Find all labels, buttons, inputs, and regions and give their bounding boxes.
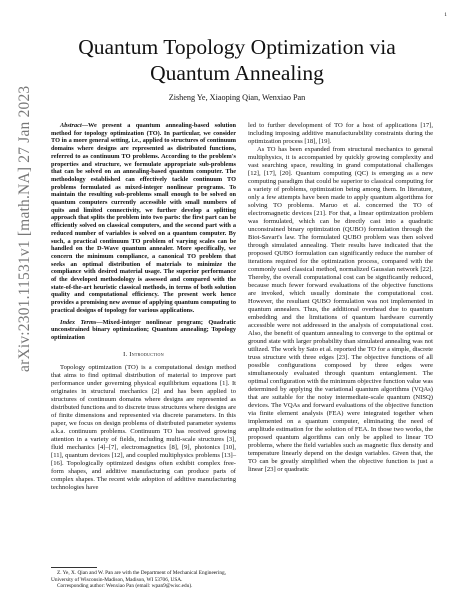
abstract xyxy=(51,122,236,315)
page-number: 1 xyxy=(444,12,447,18)
index-terms-text: —Mixed-integer nonlinear program; Quadratic unconstrained binary optimization; Quantum annealing; Topology optimization xyxy=(51,318,236,341)
footnote-corresponding-author: Corresponding author: Wenxiao Pan (email: wpan9@wisc.edu). xyxy=(57,583,193,589)
intro-paragraph-2: As TO has been expanded from structural mechanics to general multiphysics, it is accompanied by quickly growing complexity and vast searching space, resulting in grand computational challenges [12], [17], [20]. Quantum computing (QC) is emerging as a new computing paradigm that could be superior to classical computing for a variety of problems, optimization being among them. In literature, only a few attempts have been made to apply quantum algorithms for solving TO problems. Maruo et al. concerned the TO of electromagnetic devices [21]. For that, a linear optimization problem was formulated, which can be directly cast into a quadratic unconstrained binary optimization (QUBO) formulation through the Biot-Savart's law. The formulated QUBO problem was then solved through simulated annealing. Their results have indicated that the proposed QUBO formulation can significantly reduce the number of iterations required for the optimization process, compared with the commonly used classical method, normalized Gaussian network [22]. Thereby, the overall computational cost can be significantly reduced, because much fewer forward evaluations of the objective functions are invoked, which usually dominate the computational cost. However, the resultant QUBO formulation was not implemented in quantum annealers. Thus, the additional overhead due to quantum embedding and the limitations of quantum hardware currently accessible were not addressed in the analysis of computational cost. Also, the benefit of quantum annealing to converge to the optimal or ground state with larger probability than simulated annealing was not utilized. The work by Sato et al. reported the TO for a simple, discrete truss structure with three edges [23]. The objective functions of all possible configurations composed by three edges were simultaneously evaluated through quantum entanglement. The optimal configuration with the minimum objective function value was determined by applying the variational quantum algorithms (VQAs) that are suitable for the noisy intermediate-scale quantum (NISQ) devices. The VQAs and forward evaluations of the objective function via finite element analysis (FEA) were integrated together when implemented on a quantum computer, eliminating the need of amplitude estimation for the solution of FEA. In those two works, the proposed quantum algorithms can only be applied to linear TO problems, where the field variables such as magnetic flux density and temperature linearly depend on the design variables. Given that, the TO can be greatly simplified when the objective function is just a linear [23] or quadratic xyxy=(248,146,433,473)
author-list: Zisheng Ye, Xiaoping Qian, Wenxiao Pan xyxy=(168,93,306,102)
paper-title: Quantum Topology Optimization via Quantum Annealing xyxy=(78,35,396,85)
index-terms xyxy=(51,319,236,342)
arxiv-identifier-stamp: arXiv:2301.11531v1 [math.NA] 27 Jan 2023 xyxy=(16,85,33,372)
left-column xyxy=(51,122,236,492)
intro-paragraph-1: Topology optimization (TO) is a computational design method that aims to find optimal distribution of material to improve part performance under governing physical equilibrium equations [1]. It originates in structural mechanics [2] and has been applied to structures of continuum domains where designs are represented as distributed functions and to discrete truss structures where designs are of finite dimensions and represented via discrete parameters. In this paper, we focus on design problems of distributed parameter systems a.k.a. continuum problems. Continuum TO has received growing attention in a variety of fields, including multi-scale structures [3], fluid mechanics [4]–[7], electromagnetics [8], [9], photonics [10], [11], quantum devices [12], and coupled multiphysics problems [13]–[16]. Topologically optimized designs often exhibit complex free-form shapes, and additive manufacturing can produce parts of complex shapes. The recent wide adoption of additive manufacturing technologies have xyxy=(51,363,236,491)
footnote-rule xyxy=(51,567,97,568)
section-heading-introduction: I. Introduction xyxy=(123,350,164,358)
footnote xyxy=(51,570,236,590)
footnote-affiliation: Z. Ye, X. Qian and W. Pan are with the Department of Mechanical Engineering, University of Wisconsin-Madison, Madison, WI 53706, USA. xyxy=(51,570,227,583)
intro-paragraph-1-continued: led to further development of TO for a host of applications [17], including imposing additive manufacturability constraints during the optimization process [18], [19]. xyxy=(248,122,433,145)
abstract-lead: Abstract xyxy=(60,122,82,129)
abstract-text: —We present a quantum annealing-based solution method for topology optimization (TO). In particular, we consider TO in a more general setting, i.e., applied to structures of continuum domains where designs are represented as distributed functions, referred to as continuum TO problems. According to the problem's properties and structure, we formulate appropriate sub-problems that can be solved on an annealing-based quantum computer. The methodology established can effectively tackle continuum TO problems formulated as mixed-integer nonlinear programs. To maintain the resulting sub-problems small enough to be solved on quantum computers currently accessible with small numbers of quits and limited connectivity, we further develop a splitting approach that splits the problem into two parts: the first part can be efficiently solved on classical computers, and the second part with a reduced number of variables is solved on a quantum computer. By such, a practical continuum TO problem of varying scales can be handled on the D-Wave quantum annealer. More specifically, we concern the minimum compliance, a canonical TO problem that seeks an optimal distribution of materials to minimize the compliance with desired material usage. The superior performance of the developed methodology is assessed and compared with the state-of-the-art heuristic classical methods, in terms of both solution quality and computational efficiency. The present work hence provides a promising new avenue of applying quantum computing to practical designs of topology for various applications. xyxy=(51,122,236,314)
index-terms-lead: Index Terms xyxy=(60,318,97,326)
right-column xyxy=(248,122,433,474)
